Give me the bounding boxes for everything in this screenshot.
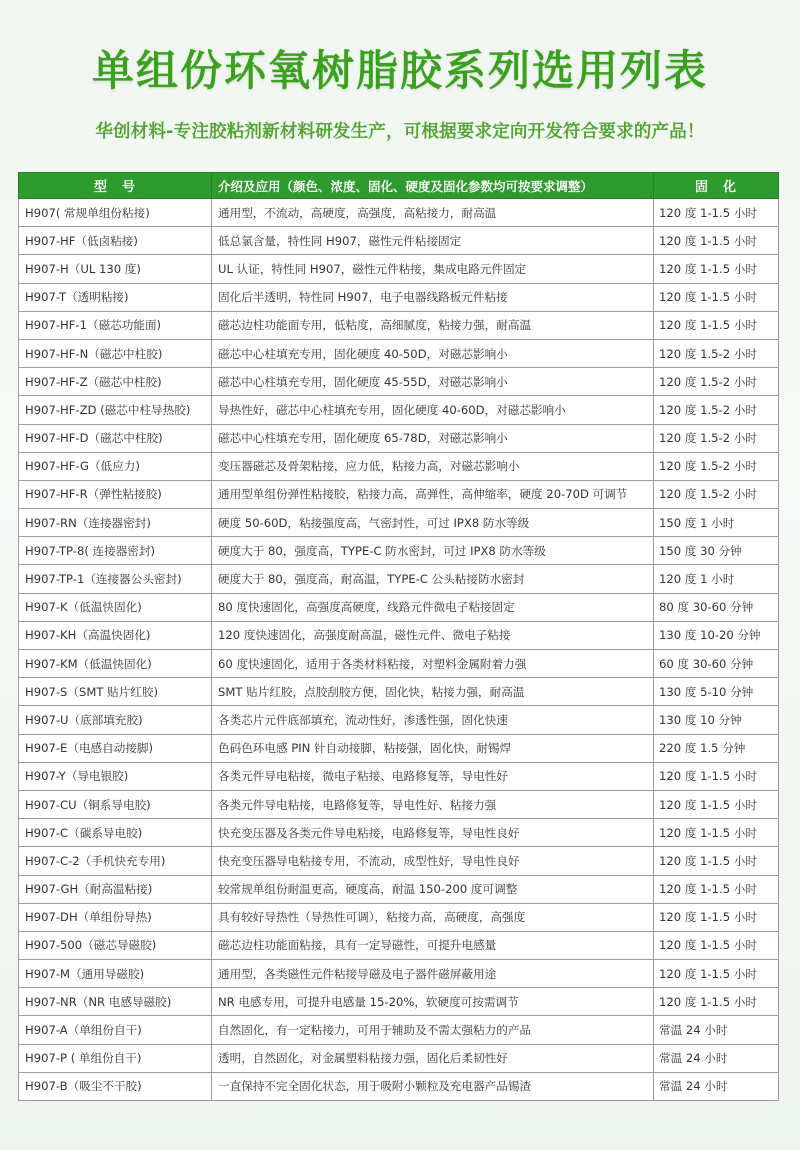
cell-model: H907-P ( 单组份自干) bbox=[19, 1044, 212, 1072]
cell-curing: 120 度 1-1.5 小时 bbox=[654, 960, 779, 988]
cell-curing: 120 度 1-1.5 小时 bbox=[654, 988, 779, 1016]
cell-model: H907-T（透明粘接) bbox=[19, 283, 212, 311]
cell-curing: 120 度 1-1.5 小时 bbox=[654, 762, 779, 790]
cell-description: 具有较好导热性（导热性可调），粘接力高，高硬度，高强度 bbox=[212, 903, 654, 931]
cell-description: 变压器磁芯及骨架粘接，应力低，粘接力高，对磁芯影响小 bbox=[212, 452, 654, 480]
table-row bbox=[19, 537, 779, 565]
cell-description: 磁芯中心柱填充专用，固化硬度 45-55D，对磁芯影响小 bbox=[212, 368, 654, 396]
cell-model: H907-HF-G（低应力) bbox=[19, 452, 212, 480]
cell-description: 较常规单组份耐温更高，硬度高，耐温 150-200 度可调整 bbox=[212, 875, 654, 903]
cell-model: H907-B（吸尘不干胶) bbox=[19, 1072, 212, 1100]
cell-curing: 120 度 1.5-2 小时 bbox=[654, 339, 779, 367]
table-row bbox=[19, 452, 779, 480]
cell-curing: 常温 24 小时 bbox=[654, 1044, 779, 1072]
cell-curing: 120 度 1-1.5 小时 bbox=[654, 199, 779, 227]
table-row bbox=[19, 255, 779, 283]
cell-model: H907-HF-D（磁芯中柱胶) bbox=[19, 424, 212, 452]
cell-description: 通用型单组份弹性粘接胶，粘接力高，高弹性，高伸缩率，硬度 20-70D 可调节 bbox=[212, 480, 654, 508]
cell-curing: 150 度 30 分钟 bbox=[654, 537, 779, 565]
table-row bbox=[19, 960, 779, 988]
table-row bbox=[19, 988, 779, 1016]
table-row bbox=[19, 199, 779, 227]
table-row bbox=[19, 734, 779, 762]
cell-description: 磁芯中心柱填充专用，固化硬度 65-78D，对磁芯影响小 bbox=[212, 424, 654, 452]
cell-description: 磁芯中心柱填充专用，固化硬度 40-50D，对磁芯影响小 bbox=[212, 339, 654, 367]
table-row bbox=[19, 650, 779, 678]
cell-model: H907-HF-R（弹性粘接胶) bbox=[19, 480, 212, 508]
table-row bbox=[19, 762, 779, 790]
cell-curing: 120 度 1.5-2 小时 bbox=[654, 368, 779, 396]
cell-model: H907-DH（单组份导热) bbox=[19, 903, 212, 931]
cell-curing: 220 度 1.5 分钟 bbox=[654, 734, 779, 762]
cell-description: 一直保持不完全固化状态，用于吸附小颗粒及充电器产品锡渣 bbox=[212, 1072, 654, 1100]
cell-model: H907-C-2（手机快充专用) bbox=[19, 847, 212, 875]
page-title: 单组份环氧树脂胶系列选用列表 bbox=[91, 46, 708, 95]
cell-description: 各类元件导电粘接，微电子粘接、电路修复等，导电性好 bbox=[212, 762, 654, 790]
cell-curing: 120 度 1-1.5 小时 bbox=[654, 931, 779, 959]
cell-model: H907-E（电感自动接脚) bbox=[19, 734, 212, 762]
table-header-row bbox=[19, 173, 779, 199]
table-row bbox=[19, 819, 779, 847]
cell-model: H907-CU（铜系导电胶) bbox=[19, 790, 212, 818]
cell-description: 导热性好，磁芯中心柱填充专用，固化硬度 40-60D，对磁芯影响小 bbox=[212, 396, 654, 424]
cell-model: H907-TP-1（连接器公头密封) bbox=[19, 565, 212, 593]
cell-model: H907-HF-1（磁芯功能面) bbox=[19, 311, 212, 339]
table-row bbox=[19, 790, 779, 818]
table-row bbox=[19, 509, 779, 537]
cell-description: 磁芯边柱功能面专用，低粘度，高细腻度，粘接力强，耐高温 bbox=[212, 311, 654, 339]
cell-curing: 80 度 30-60 分钟 bbox=[654, 593, 779, 621]
cell-description: 低总氯含量，特性同 H907，磁性元件粘接固定 bbox=[212, 227, 654, 255]
cell-curing: 130 度 10 分钟 bbox=[654, 706, 779, 734]
cell-model: H907-KM（低温快固化) bbox=[19, 650, 212, 678]
cell-model: H907-HF（低卤粘接) bbox=[19, 227, 212, 255]
table-row bbox=[19, 875, 779, 903]
cell-model: H907-RN（连接器密封) bbox=[19, 509, 212, 537]
cell-description: 各类芯片元件底部填充，流动性好，渗透性强，固化快速 bbox=[212, 706, 654, 734]
cell-description: 80 度快速固化，高强度高硬度，线路元件微电子粘接固定 bbox=[212, 593, 654, 621]
cell-curing: 120 度 1-1.5 小时 bbox=[654, 819, 779, 847]
cell-curing: 120 度 1-1.5 小时 bbox=[654, 283, 779, 311]
cell-model: H907-U（底部填充胶) bbox=[19, 706, 212, 734]
table-row bbox=[19, 227, 779, 255]
cell-description: 各类元件导电粘接，电路修复等，导电性好、粘接力强 bbox=[212, 790, 654, 818]
cell-model: H907-TP-8( 连接器密封) bbox=[19, 537, 212, 565]
cell-model: H907-NR（NR 电感导磁胶) bbox=[19, 988, 212, 1016]
cell-description: 自然固化，有一定粘接力，可用于辅助及不需太强粘力的产品 bbox=[212, 1016, 654, 1044]
cell-curing: 120 度 1-1.5 小时 bbox=[654, 227, 779, 255]
cell-model: H907-HF-Z（磁芯中柱胶) bbox=[19, 368, 212, 396]
table-row bbox=[19, 339, 779, 367]
table-row bbox=[19, 283, 779, 311]
table-row bbox=[19, 311, 779, 339]
cell-model: H907( 常规单组份粘接) bbox=[19, 199, 212, 227]
cell-model: H907-A（单组份自干) bbox=[19, 1016, 212, 1044]
table-row bbox=[19, 1044, 779, 1072]
cell-description: 硬度 50-60D，粘接强度高，气密封性，可过 IPX8 防水等级 bbox=[212, 509, 654, 537]
cell-curing: 120 度 1-1.5 小时 bbox=[654, 875, 779, 903]
table-row bbox=[19, 678, 779, 706]
table-row bbox=[19, 903, 779, 931]
cell-model: H907-Y（导电银胶) bbox=[19, 762, 212, 790]
cell-description: 通用型，不流动，高硬度，高强度，高粘接力，耐高温 bbox=[212, 199, 654, 227]
cell-model: H907-H（UL 130 度) bbox=[19, 255, 212, 283]
cell-curing: 120 度 1.5-2 小时 bbox=[654, 396, 779, 424]
page-subtitle: 华创材料-专注胶粘剂新材料研发生产，可根据要求定向开发符合要求的产品！ bbox=[95, 122, 705, 142]
product-selection-table bbox=[18, 172, 779, 1101]
cell-description: 透明，自然固化，对金属塑料粘接力强，固化后柔韧性好 bbox=[212, 1044, 654, 1072]
table-row bbox=[19, 368, 779, 396]
cell-model: H907-C（碳系导电胶) bbox=[19, 819, 212, 847]
cell-curing: 130 度 10-20 分钟 bbox=[654, 621, 779, 649]
table-row bbox=[19, 931, 779, 959]
cell-curing: 120 度 1-1.5 小时 bbox=[654, 903, 779, 931]
table-row bbox=[19, 621, 779, 649]
cell-model: H907-HF-N（磁芯中柱胶) bbox=[19, 339, 212, 367]
cell-curing: 120 度 1 小时 bbox=[654, 565, 779, 593]
cell-model: H907-HF-ZD (磁芯中柱导热胶) bbox=[19, 396, 212, 424]
table-row bbox=[19, 565, 779, 593]
cell-curing: 60 度 30-60 分钟 bbox=[654, 650, 779, 678]
table-row bbox=[19, 706, 779, 734]
cell-description: 快充变压器导电粘接专用，不流动，成型性好，导电性良好 bbox=[212, 847, 654, 875]
table-row bbox=[19, 847, 779, 875]
cell-description: 固化后半透明，特性同 H907，电子电器线路板元件粘接 bbox=[212, 283, 654, 311]
table-row bbox=[19, 396, 779, 424]
cell-curing: 150 度 1 小时 bbox=[654, 509, 779, 537]
cell-description: 通用型，各类磁性元件粘接导磁及电子器件磁屏蔽用途 bbox=[212, 960, 654, 988]
cell-description: 硬度大于 80，强度高，耐高温，TYPE-C 公头粘接防水密封 bbox=[212, 565, 654, 593]
cell-description: 60 度快速固化，适用于各类材料粘接，对塑料金属附着力强 bbox=[212, 650, 654, 678]
cell-curing: 120 度 1-1.5 小时 bbox=[654, 255, 779, 283]
cell-curing: 常温 24 小时 bbox=[654, 1016, 779, 1044]
cell-model: H907-M（通用导磁胶) bbox=[19, 960, 212, 988]
cell-curing: 120 度 1.5-2 小时 bbox=[654, 452, 779, 480]
table-row bbox=[19, 480, 779, 508]
cell-curing: 常温 24 小时 bbox=[654, 1072, 779, 1100]
cell-curing: 120 度 1-1.5 小时 bbox=[654, 311, 779, 339]
table-row bbox=[19, 593, 779, 621]
cell-description: 硬度大于 80，强度高，TYPE-C 防水密封，可过 IPX8 防水等级 bbox=[212, 537, 654, 565]
cell-curing: 120 度 1.5-2 小时 bbox=[654, 424, 779, 452]
cell-description: SMT 贴片红胶，点胶刮胶方便，固化快，粘接力强，耐高温 bbox=[212, 678, 654, 706]
column-header-model: 型 号 bbox=[19, 173, 212, 199]
cell-curing: 130 度 5-10 分钟 bbox=[654, 678, 779, 706]
cell-model: H907-500（磁芯导磁胶) bbox=[19, 931, 212, 959]
cell-description: 快充变压器及各类元件导电粘接，电路修复等，导电性良好 bbox=[212, 819, 654, 847]
cell-model: H907-KH（高温快固化) bbox=[19, 621, 212, 649]
cell-description: 磁芯边柱功能面粘接，具有一定导磁性，可提升电感量 bbox=[212, 931, 654, 959]
cell-model: H907-K（低温快固化) bbox=[19, 593, 212, 621]
cell-curing: 120 度 1-1.5 小时 bbox=[654, 790, 779, 818]
cell-description: NR 电感专用，可提升电感量 15-20%，软硬度可按需调节 bbox=[212, 988, 654, 1016]
cell-description: 色码色环电感 PIN 针自动接脚，粘接强，固化快，耐锡焊 bbox=[212, 734, 654, 762]
cell-curing: 120 度 1-1.5 小时 bbox=[654, 847, 779, 875]
table-row bbox=[19, 424, 779, 452]
column-header-description: 介绍及应用（颜色、浓度、固化、硬度及固化参数均可按要求调整） bbox=[212, 173, 654, 199]
column-header-curing: 固 化 bbox=[654, 173, 779, 199]
cell-model: H907-GH（耐高温粘接) bbox=[19, 875, 212, 903]
cell-description: UL 认证，特性同 H907，磁性元件粘接，集成电路元件固定 bbox=[212, 255, 654, 283]
table-row bbox=[19, 1072, 779, 1100]
cell-curing: 120 度 1.5-2 小时 bbox=[654, 480, 779, 508]
cell-description: 120 度快速固化，高强度耐高温，磁性元件、微电子粘接 bbox=[212, 621, 654, 649]
table-row bbox=[19, 1016, 779, 1044]
cell-model: H907-S（SMT 贴片红胶) bbox=[19, 678, 212, 706]
